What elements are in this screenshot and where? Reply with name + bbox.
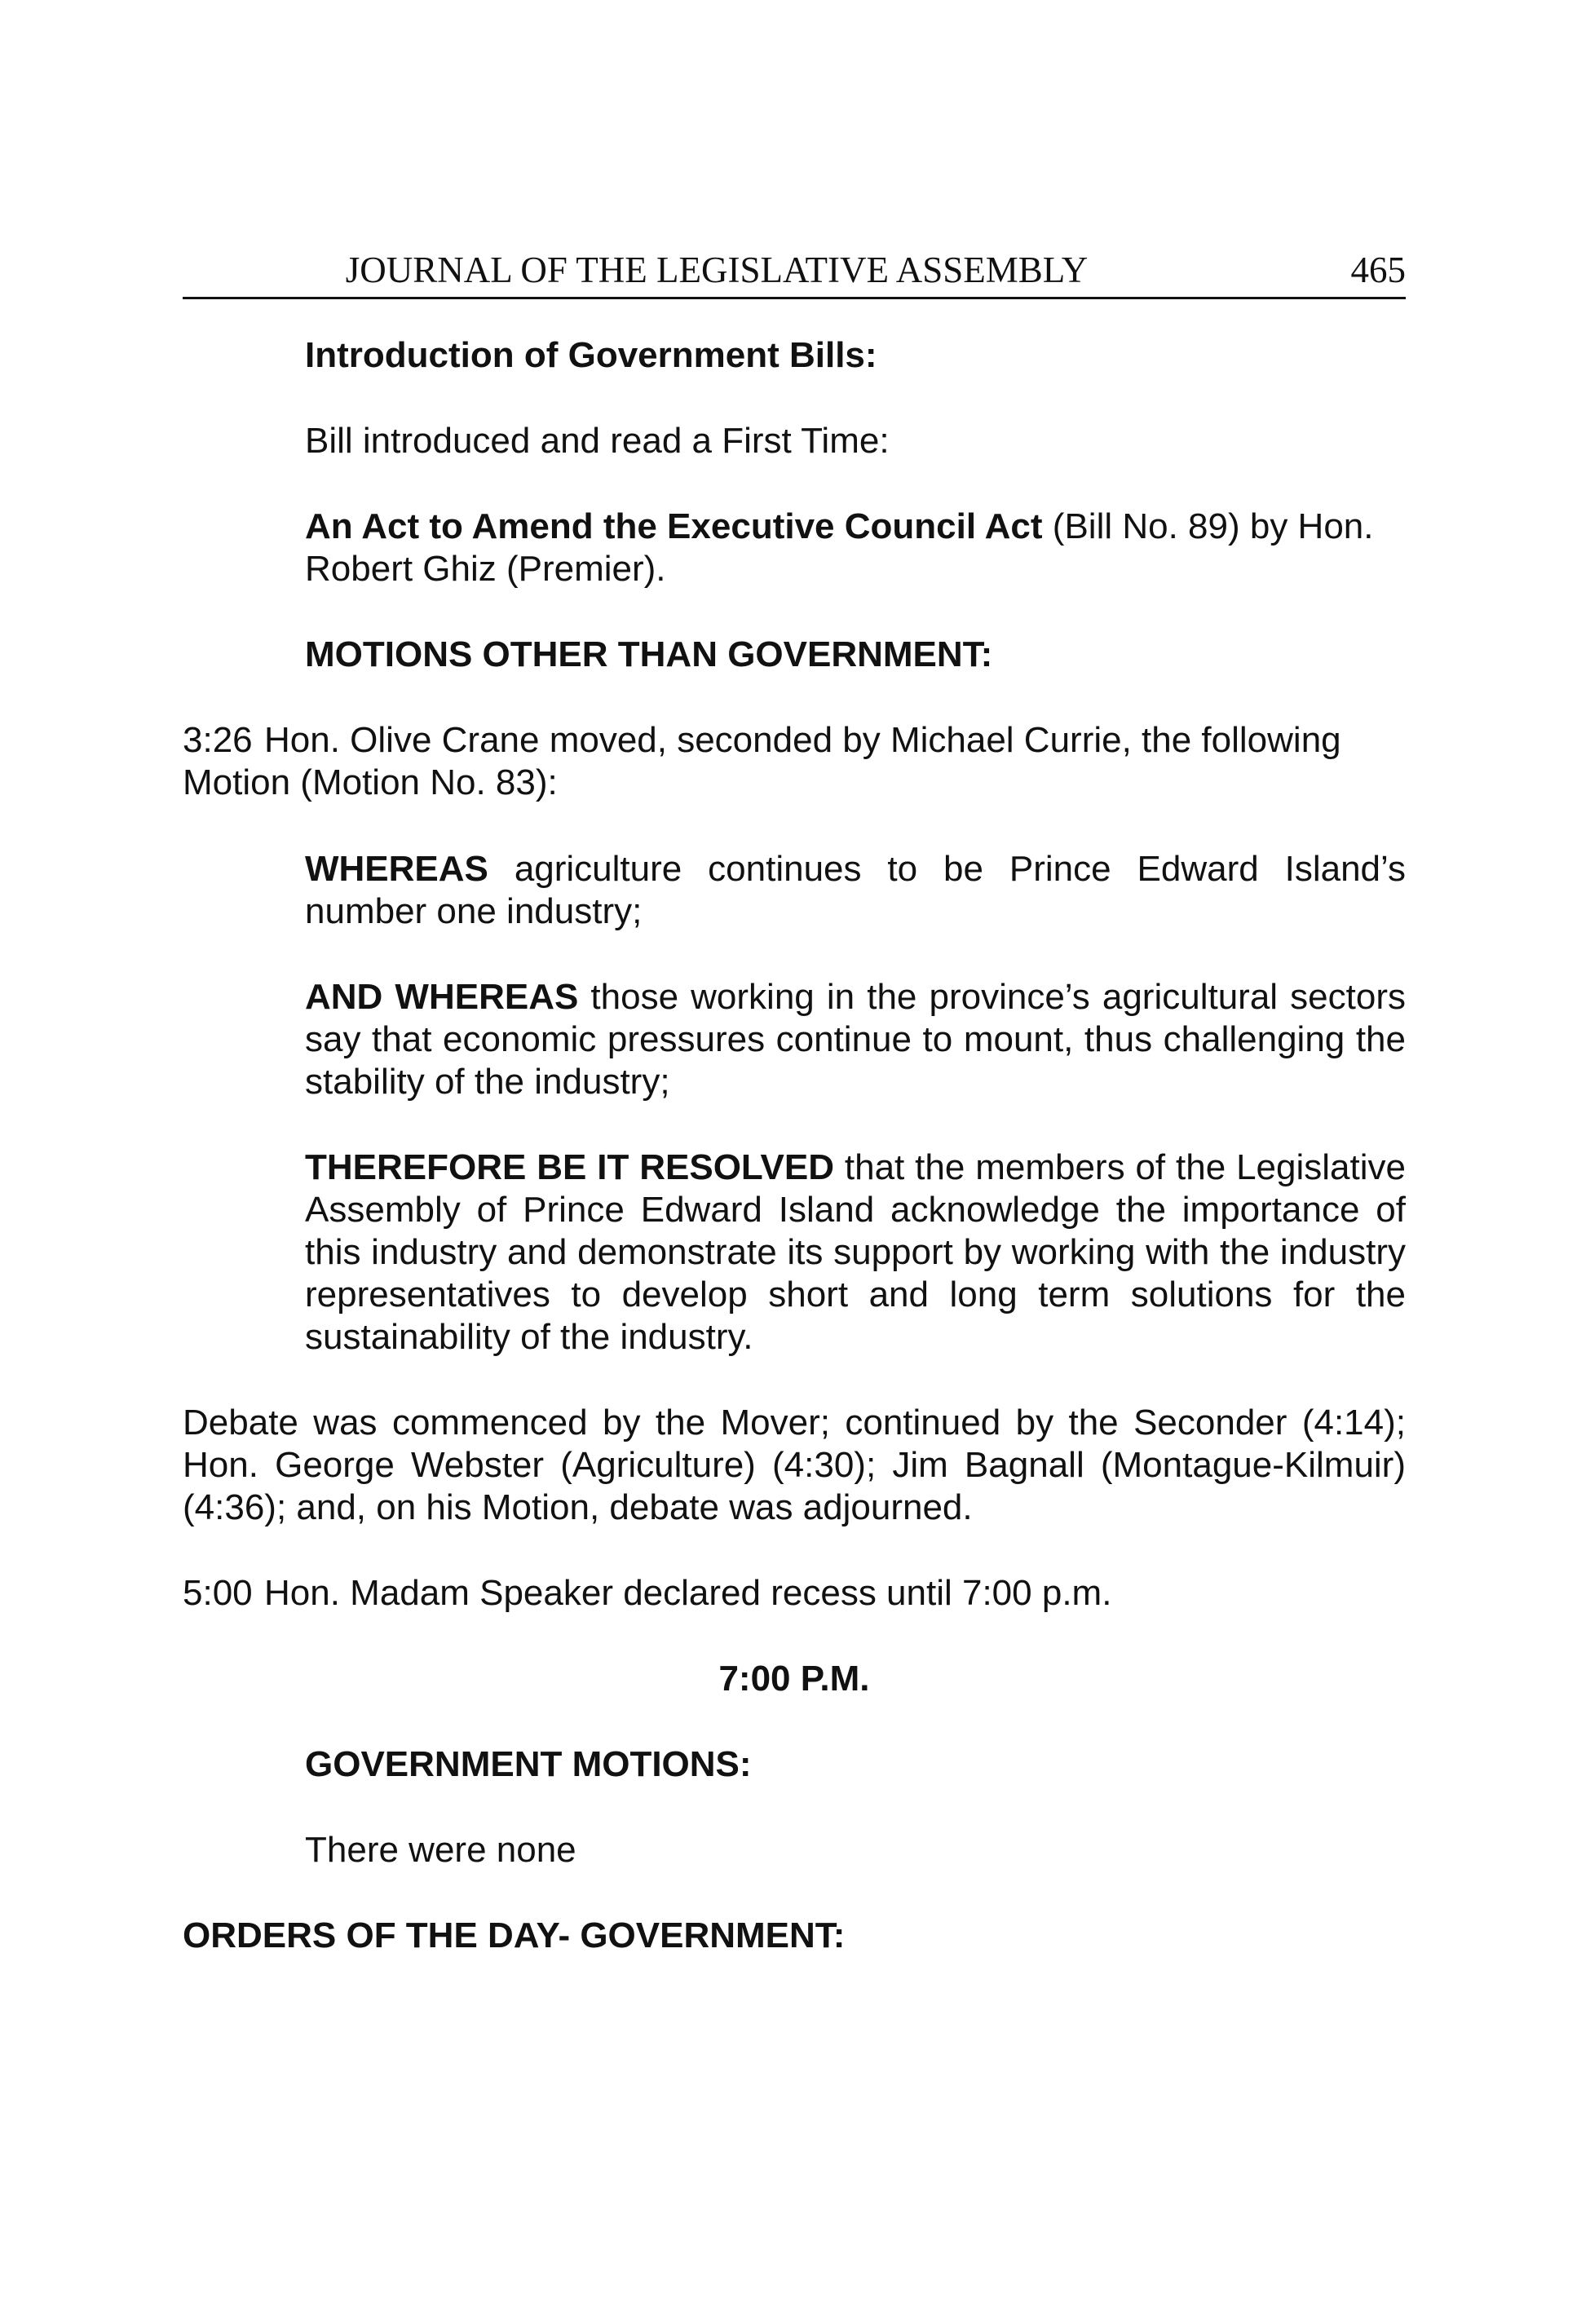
- page-number: 465: [1350, 250, 1406, 290]
- bill-intro-text: Bill introduced and read a First Time:: [305, 421, 890, 461]
- evening-session-time: 7:00 P.M.: [718, 1659, 870, 1699]
- whereas-keyword-2: AND WHEREAS: [305, 977, 579, 1017]
- bill-details: (Bill No. 89) by Hon. Robert Ghiz (Premier).: [305, 506, 1374, 589]
- bill-title: An Act to Amend the Executive Council Act: [305, 506, 1043, 546]
- whereas-clause-2: [305, 976, 1406, 1103]
- motions-other-heading: MOTIONS OTHER THAN GOVERNMENT:: [305, 634, 993, 674]
- intro-bills-heading: Introduction of Government Bills:: [305, 335, 877, 375]
- recess-entry: [183, 1572, 1406, 1615]
- motion-text: Hon. Olive Crane moved, seconded by Michael Currie, the following Motion (Motion No. 83):: [183, 720, 1341, 802]
- orders-of-day-heading: ORDERS OF THE DAY- GOVERNMENT:: [183, 1915, 846, 1955]
- government-motions-heading: GOVERNMENT MOTIONS:: [305, 1744, 752, 1784]
- whereas-text-1: agriculture continues to be Prince Edward Island’s number one industry;: [305, 849, 1406, 931]
- page-body: [183, 334, 1406, 1957]
- whereas-clause-1: [305, 848, 1406, 933]
- page-header: [183, 248, 1406, 299]
- motion-time: 3:26: [183, 720, 253, 760]
- recess-text: Hon. Madam Speaker declared recess until 7:00 p.m.: [264, 1573, 1112, 1613]
- whereas-text-2: those working in the province’s agricultural sectors say that economic pressures continue to mount, thus challenging the stability of the industry;: [305, 977, 1406, 1102]
- journal-title: JOURNAL OF THE LEGISLATIVE ASSEMBLY: [345, 250, 1089, 290]
- whereas-keyword-1: WHEREAS: [305, 849, 488, 889]
- bill-entry: [305, 506, 1406, 590]
- resolved-text: that the members of the Legislative Assembly of Prince Edward Island acknowledge the importance of this industry and demonstrate its support by working with the industry representatives to develop short and long term solutions for the sustainability of the industry.: [305, 1147, 1406, 1357]
- resolved-clause: [305, 1147, 1406, 1359]
- government-motions-text: There were none: [305, 1830, 576, 1870]
- resolved-keyword: THEREFORE BE IT RESOLVED: [305, 1147, 834, 1187]
- motion-entry: [183, 719, 1406, 804]
- recess-time: 5:00: [183, 1573, 253, 1613]
- debate-paragraph: Debate was commenced by the Mover; continued by the Seconder (4:14); Hon. George Webster (Agriculture) (4:30); Jim Bagnall (Montague-Kilmuir) (4:36); and, on his Motion, debate was adjourned.: [183, 1403, 1406, 1527]
